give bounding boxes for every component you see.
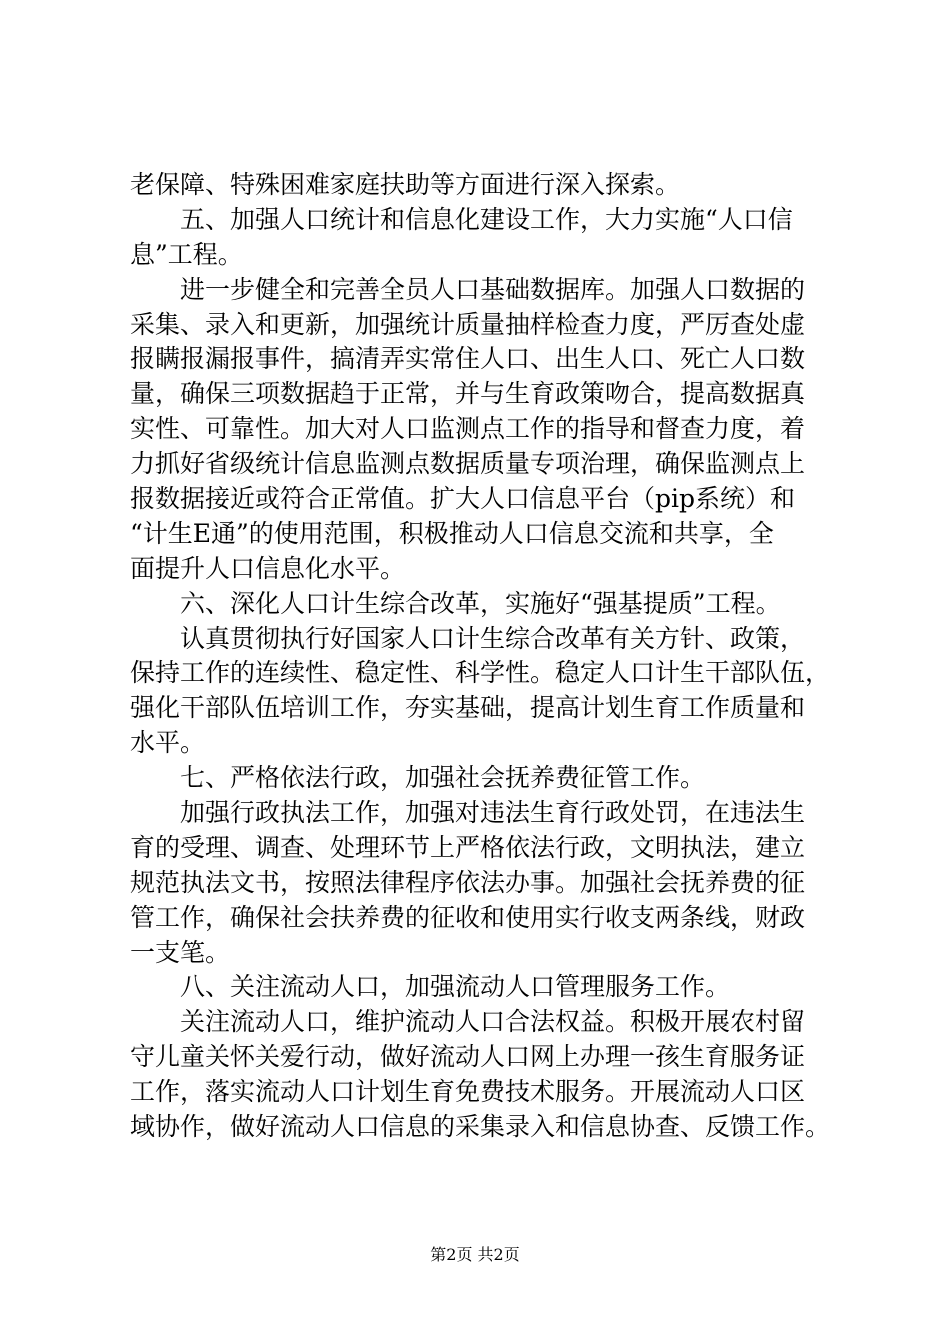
text-line: 守儿童关怀关爱行动，做好流动人口网上办理一孩生育服务证 [130, 1042, 806, 1072]
text-line: 域协作，做好流动人口信息的采集录入和信息协查、反馈工作。 [130, 1112, 830, 1142]
text-line: 息”工程。 [130, 239, 243, 269]
text-line: 老保障、特殊困难家庭扶助等方面进行深入探索。 [130, 170, 681, 199]
text-line: 工作，落实流动人口计划生育免费技术服务。开展流动人口区 [130, 1077, 806, 1107]
text-lines [130, 168, 830, 1145]
text-line: 加强行政执法工作，加强对违法生育行政处罚，在违法生 [180, 798, 806, 828]
text-line: 规范执法文书，按照法律程序依法办事。加强社会抚养费的征 [130, 867, 806, 897]
text-line: 面提升人口信息化水平。 [130, 553, 406, 583]
text-line: 一支笔。 [130, 937, 231, 967]
text-line: 报数据接近或符合正常值。扩大人口信息平台（pip系统）和 [130, 484, 796, 514]
document-body [130, 168, 830, 1145]
text-line: 管工作，确保社会扶养费的征收和使用实行收支两条线，财政 [130, 902, 806, 932]
text-line: 采集、录入和更新，加强统计质量抽样检查力度，严厉查处虚 [130, 309, 806, 339]
text-line: 强化干部队伍培训工作，夯实基础，提高计划生育工作质量和 [130, 693, 806, 723]
text-line: 六、深化人口计生综合改革，实施好“强基提质”工程。 [180, 588, 781, 618]
text-line: 五、加强人口统计和信息化建设工作，大力实施“人口信 [180, 204, 793, 234]
text-line: 报瞒报漏报事件，搞清弄实常住人口、出生人口、死亡人口数 [130, 344, 806, 374]
text-line: 力抓好省级统计信息监测点数据质量专项治理，确保监测点上 [130, 449, 806, 479]
text-line: 七、严格依法行政，加强社会抚养费征管工作。 [180, 763, 706, 793]
text-line: 八、关注流动人口，加强流动人口管理服务工作。 [180, 972, 731, 1002]
text-line: 认真贯彻执行好国家人口计生综合改革有关方针、政策， [180, 623, 806, 653]
page-footer: 第2页 共2页 [430, 1245, 520, 1264]
text-line: 关注流动人口，维护流动人口合法权益。积极开展农村留 [180, 1007, 806, 1037]
text-line: “计生E通”的使用范围，积极推动人口信息交流和共享，全 [130, 518, 774, 548]
text-line: 量，确保三项数据趋于正常，并与生育政策吻合，提高数据真 [130, 379, 806, 409]
text-line: 保持工作的连续性、稳定性、科学性。稳定人口计生干部队伍， [130, 658, 830, 688]
text-line: 育的受理、调查、处理环节上严格依法行政，文明执法，建立 [130, 832, 806, 862]
text-line: 进一步健全和完善全员人口基础数据库。加强人口数据的 [180, 274, 806, 304]
text-line: 实性、可靠性。加大对人口监测点工作的指导和督查力度，着 [130, 414, 806, 444]
text-line: 水平。 [130, 728, 206, 758]
